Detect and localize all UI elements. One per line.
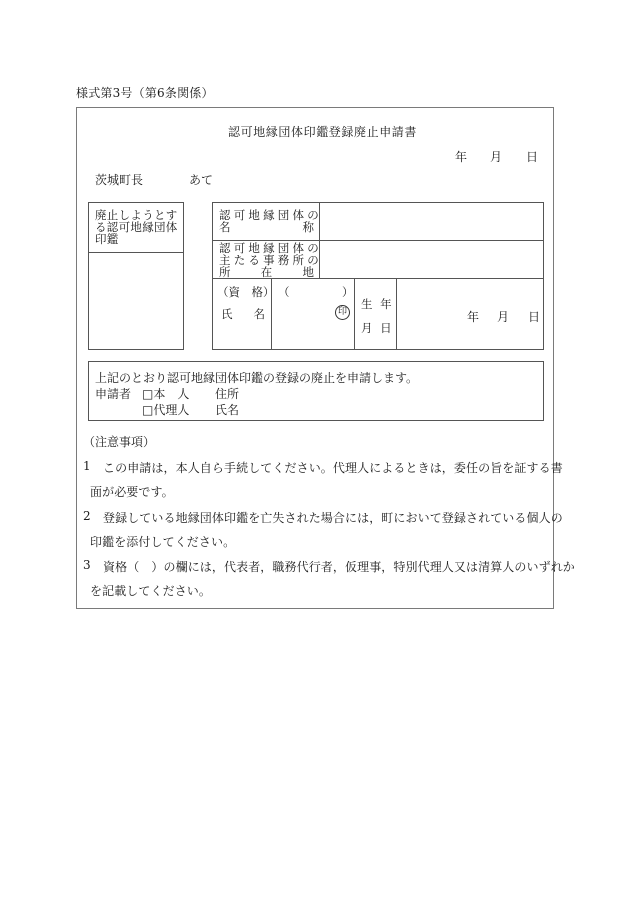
applicant-name-label: 氏名 [215, 403, 240, 417]
applicant-agent-checkbox[interactable]: □代理人 [142, 403, 190, 417]
label-char: 在 [260, 265, 273, 279]
note-number: 1 [83, 459, 91, 473]
seal-impression-label [89, 203, 183, 253]
group-name-field[interactable] [320, 203, 543, 240]
column-divider [354, 278, 355, 349]
seal-label-line: 印鑑 [95, 232, 119, 246]
note-text: 資格（ ）の欄には，代表者，職務代行者，仮理事，特別代理人又は清算人のいずれか [103, 560, 575, 574]
label-char: 氏 [221, 307, 233, 321]
office-address-label-line3 [219, 266, 314, 278]
birth-year-label: 年 [467, 310, 480, 324]
note-number: 3 [83, 558, 91, 572]
date-month-label: 月 [490, 150, 503, 164]
note-text: 登録している地縁団体印鑑を亡失された場合には，町において登録されている個人の [103, 511, 563, 525]
qualification-and-name-field[interactable] [272, 279, 354, 349]
applicant-address-label: 住所 [215, 387, 240, 401]
label-char: 所 [219, 265, 231, 279]
addressee-suffix: あて [189, 173, 214, 187]
note-text-continued: 印鑑を添付してください。 [90, 535, 236, 549]
declaration-box [88, 361, 544, 421]
seal-impression-field[interactable] [89, 253, 183, 349]
representative-name-label [221, 308, 265, 320]
birth-month-label: 月 [497, 310, 510, 324]
birthdate-label-line1: 生 年 [361, 297, 394, 311]
note-text: この申請は，本人自ら手続してください。代理人によるときは，委任の旨を証する書 [103, 461, 563, 475]
declaration-statement: 上記のとおり認可地縁団体印鑑の登録の廃止を申請します。 [95, 371, 419, 385]
date-year-label: 年 [455, 150, 468, 164]
applicant-self-checkbox[interactable]: □本 人 [142, 387, 190, 401]
date-day-label: 日 [526, 150, 539, 164]
label-char: 称 [302, 220, 314, 234]
applicant-address-field[interactable] [244, 384, 534, 400]
birthdate-field[interactable] [397, 279, 543, 349]
addressee: 茨城町長 [95, 173, 144, 187]
office-address-field[interactable] [320, 241, 543, 278]
seal-impression-box [88, 202, 184, 350]
seal-mark-icon: 印 [335, 305, 350, 320]
label-char: 地 [302, 265, 314, 279]
qualification-close-paren: ） [342, 285, 354, 299]
qualification-open-paren: （ [278, 285, 290, 299]
notes-heading: （注意事項） [83, 435, 156, 449]
applicant-name-field[interactable] [244, 400, 534, 416]
form-number: 様式第3号（第6条関係） [76, 86, 214, 100]
note-text-continued: を記載してください。 [90, 584, 212, 598]
label-char: 名 [253, 307, 265, 321]
group-name-label-line2 [219, 221, 314, 233]
qualification-label: （資 格） [217, 285, 275, 299]
note-number: 2 [83, 509, 91, 523]
seal-label-line: 廃止しようとす [95, 208, 178, 222]
office-address-label-line2: 主たる事務所の [219, 253, 322, 267]
form-title: 認可地縁団体印鑑登録廃止申請書 [228, 125, 418, 139]
birth-day-label: 日 [528, 310, 541, 324]
seal-label-line: る認可地縁団体 [95, 220, 178, 234]
office-address-label-line1: 認可地縁団体の [219, 241, 322, 255]
birthdate-label-line2: 月 日 [361, 321, 394, 335]
label-char: 名 [219, 220, 231, 234]
applicant-label: 申請者 [95, 387, 132, 401]
note-text-continued: 面が必要です。 [90, 485, 174, 499]
group-name-label-line1: 認可地縁団体の [219, 208, 322, 222]
group-info-table [212, 202, 544, 350]
